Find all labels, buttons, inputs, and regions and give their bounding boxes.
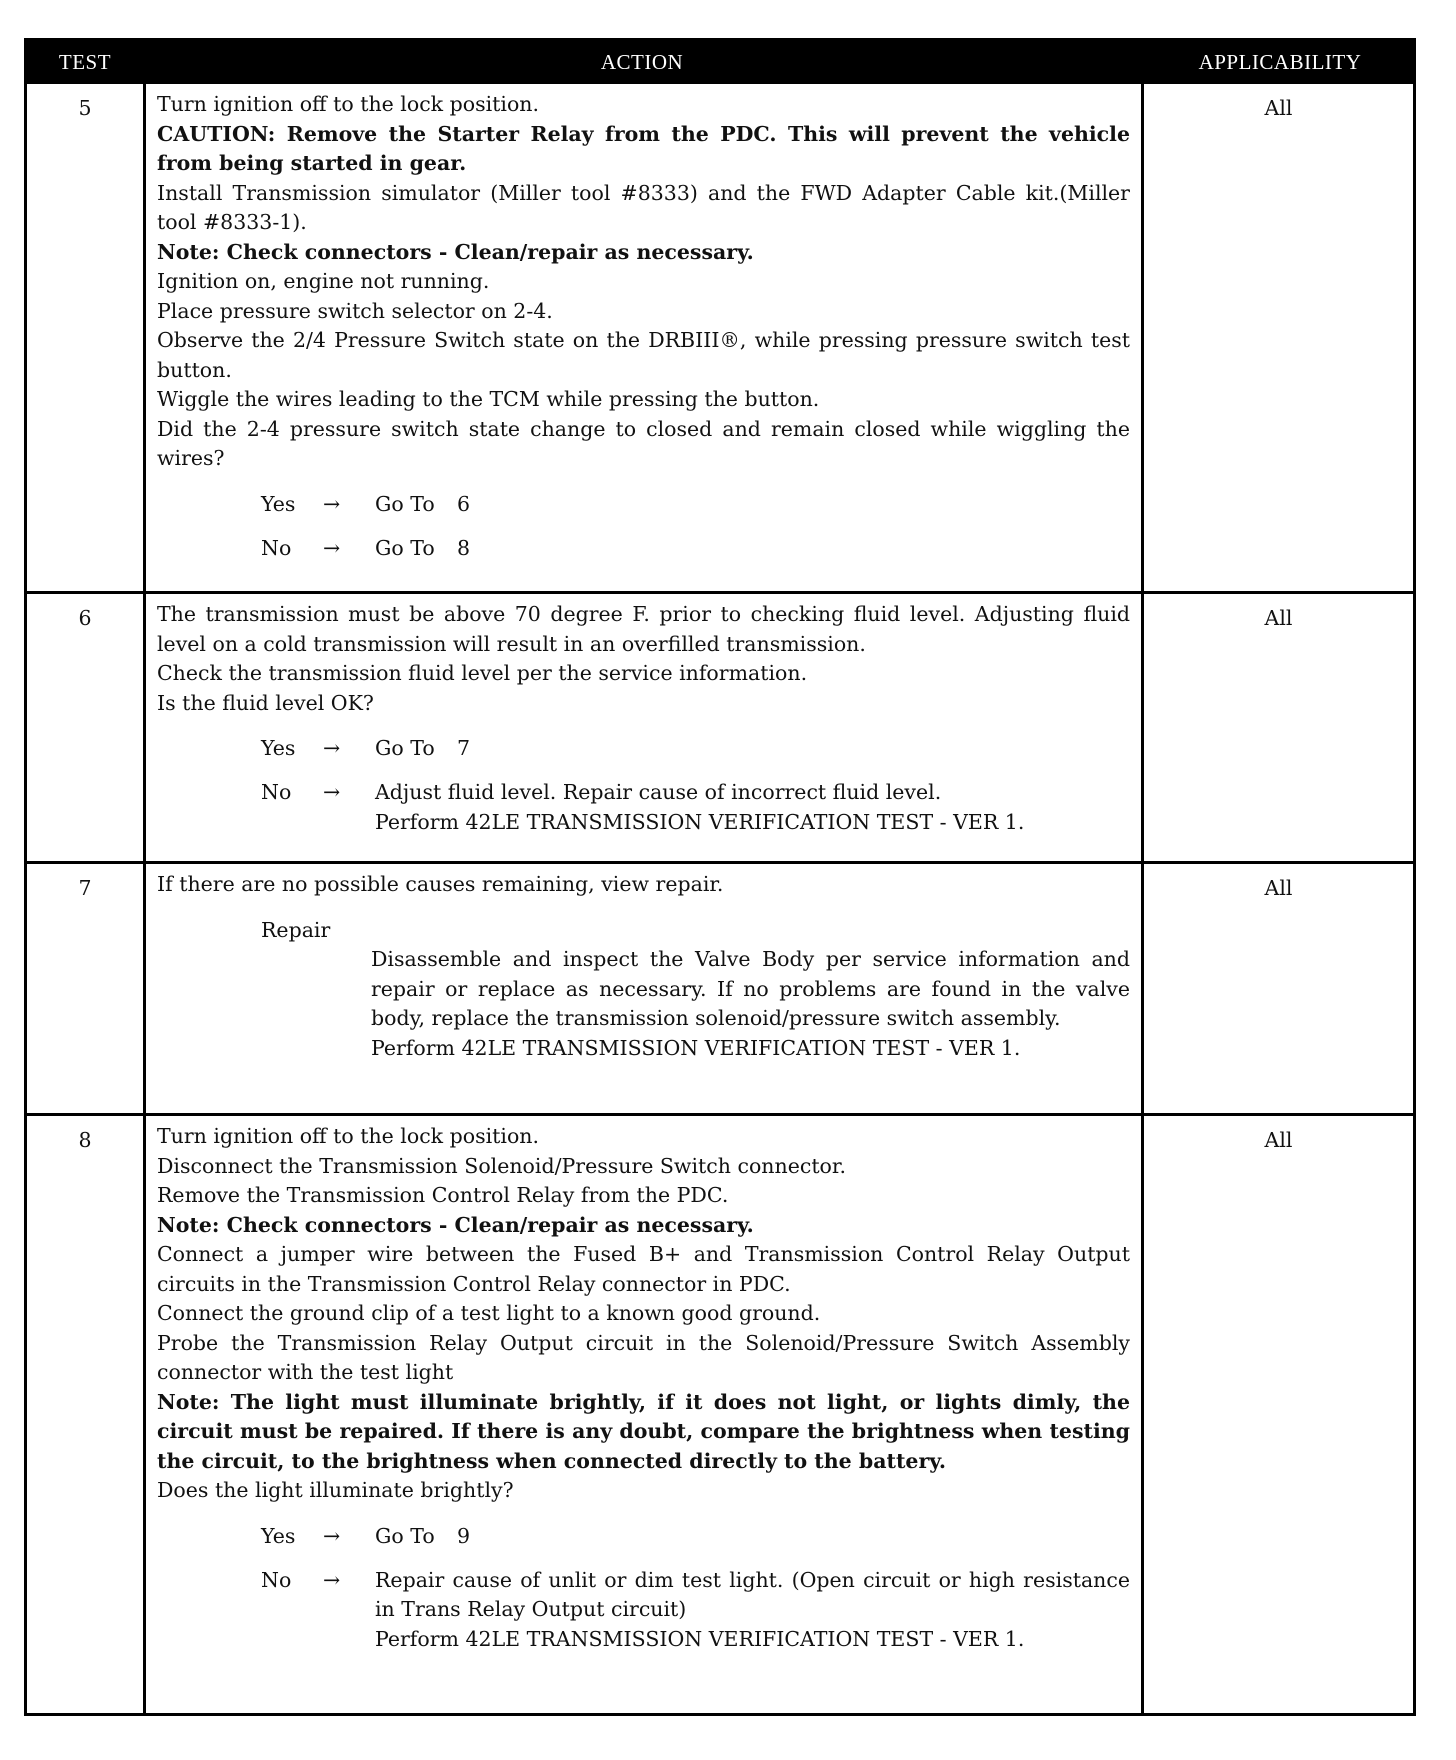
yes-branch [157,490,1130,520]
arrow-icon: → [323,736,341,760]
step-line: Ignition on, engine not running. [157,269,490,293]
arrow-icon: → [323,780,341,804]
header-action: ACTION [600,50,684,74]
question-line: Is the fluid level OK? [157,690,374,715]
table-row-test-5 [27,84,1413,591]
table-row-test-7 [27,861,1413,1113]
no-branch [157,778,1130,837]
connector-note: Note: Check connectors - Clean/repair as necessary. [157,1212,754,1237]
test-number: 5 [78,96,92,120]
step-line: Probe the Transmission Relay Output circuit in the Solenoid/Pressure Switch Assembly connector with the test light [157,1330,1130,1384]
test-number: 6 [78,606,92,630]
action-cell [157,90,1130,564]
goto-label: Go To [375,736,435,760]
diagnostic-test-table [24,38,1416,1716]
repair-instructions [157,945,1130,1063]
arrow-icon: → [323,535,341,560]
goto-label: Go To [375,535,435,560]
goto-label: Go To [375,1523,435,1548]
no-action-text: Adjust fluid level. Repair cause of incorrect fluid level. [375,780,942,804]
no-branch [157,534,1130,564]
step-line: If there are no possible causes remaining, view repair. [157,872,724,896]
header-test: TEST [58,50,112,74]
verification-test-text: Perform 42LE TRANSMISSION VERIFICATION TEST - VER 1. [375,809,1025,834]
step-line: Connect a jumper wire between the Fused B+ and Transmission Control Relay Output circuits in the Transmission Control Relay connector in PDC. [157,1242,1130,1296]
yes-branch [157,1522,1130,1552]
no-label: No [261,780,292,804]
yes-label: Yes [261,491,296,516]
no-label: No [261,1567,292,1592]
arrow-icon: → [323,1523,341,1548]
question-line: Did the 2-4 pressure switch state change to closed and remain closed while wiggling the wires? [157,416,1130,470]
caution-note: CAUTION: Remove the Starter Relay from the PDC. This will prevent the vehicle from being started in gear. [157,121,1130,175]
illumination-note: Note: The light must illuminate brightly, if it does not light, or lights dimly, the circuit must be repaired. If there is any doubt, compare the brightness when testing the circuit, to the brightness when connected directly to the battery. [157,1389,1130,1473]
applicability-cell: All [1264,606,1293,630]
goto-number: 9 [457,1523,471,1548]
step-line: Wiggle the wires leading to the TCM while pressing the button. [157,387,820,411]
arrow-icon: → [323,491,341,516]
applicability-cell: All [1264,876,1293,900]
verification-test-text: Perform 42LE TRANSMISSION VERIFICATION TEST - VER 1. [375,1626,1025,1651]
connector-note: Note: Check connectors - Clean/repair as necessary. [157,239,754,264]
verification-test-text: Perform 42LE TRANSMISSION VERIFICATION TEST - VER 1. [371,1035,1021,1060]
step-line: Remove the Transmission Control Relay from the PDC. [157,1183,729,1207]
header-applicability: APPLICABILITY [1198,50,1362,74]
step-line: Place pressure switch selector on 2-4. [157,298,553,323]
action-cell [157,600,1130,837]
table-row-test-8 [27,1113,1413,1713]
goto-number: 6 [457,491,471,516]
applicability-cell: All [1264,1128,1293,1152]
table-header [27,41,1413,84]
arrow-icon: → [323,1567,341,1592]
step-line: Connect the ground clip of a test light to a known good ground. [157,1301,821,1325]
test-number: 8 [78,1128,92,1152]
yes-branch [157,734,1130,764]
question-line: Does the light illuminate brightly? [157,1478,514,1502]
step-line: Turn ignition off to the lock position. [157,92,540,116]
repair-text: Disassemble and inspect the Valve Body per service information and repair or replace as necessary. If no problems are found in the valve body, replace the transmission solenoid/pressure switch assembly. [371,947,1130,1030]
step-line: Turn ignition off to the lock position. [157,1124,540,1148]
step-line: Install Transmission simulator (Miller tool #8333) and the FWD Adapter Cable kit.(Miller tool #8333-1). [157,180,1130,234]
action-cell [157,1122,1130,1654]
step-line: The transmission must be above 70 degree F. prior to checking fluid level. Adjusting fluid level on a cold transmission will result in an overfilled transmission. [157,602,1130,656]
applicability-cell: All [1264,96,1293,120]
step-line: Disconnect the Transmission Solenoid/Pressure Switch connector. [157,1153,846,1178]
no-label: No [261,535,292,560]
step-line: Observe the 2/4 Pressure Switch state on the DRBIII®, while pressing pressure switch test button. [157,328,1130,382]
yes-label: Yes [261,1523,296,1548]
no-action-text: Repair cause of unlit or dim test light. (Open circuit or high resistance in Trans Relay Output circuit) [375,1567,1130,1621]
goto-number: 7 [457,736,471,760]
repair-label: Repair [261,917,331,942]
step-line: Check the transmission fluid level per the service information. [157,661,808,685]
no-branch [157,1566,1130,1655]
yes-label: Yes [261,736,296,760]
table-row-test-6 [27,591,1413,861]
action-cell [157,870,1130,1063]
test-number: 7 [78,876,92,900]
goto-label: Go To [375,491,435,516]
goto-number: 8 [457,535,471,560]
